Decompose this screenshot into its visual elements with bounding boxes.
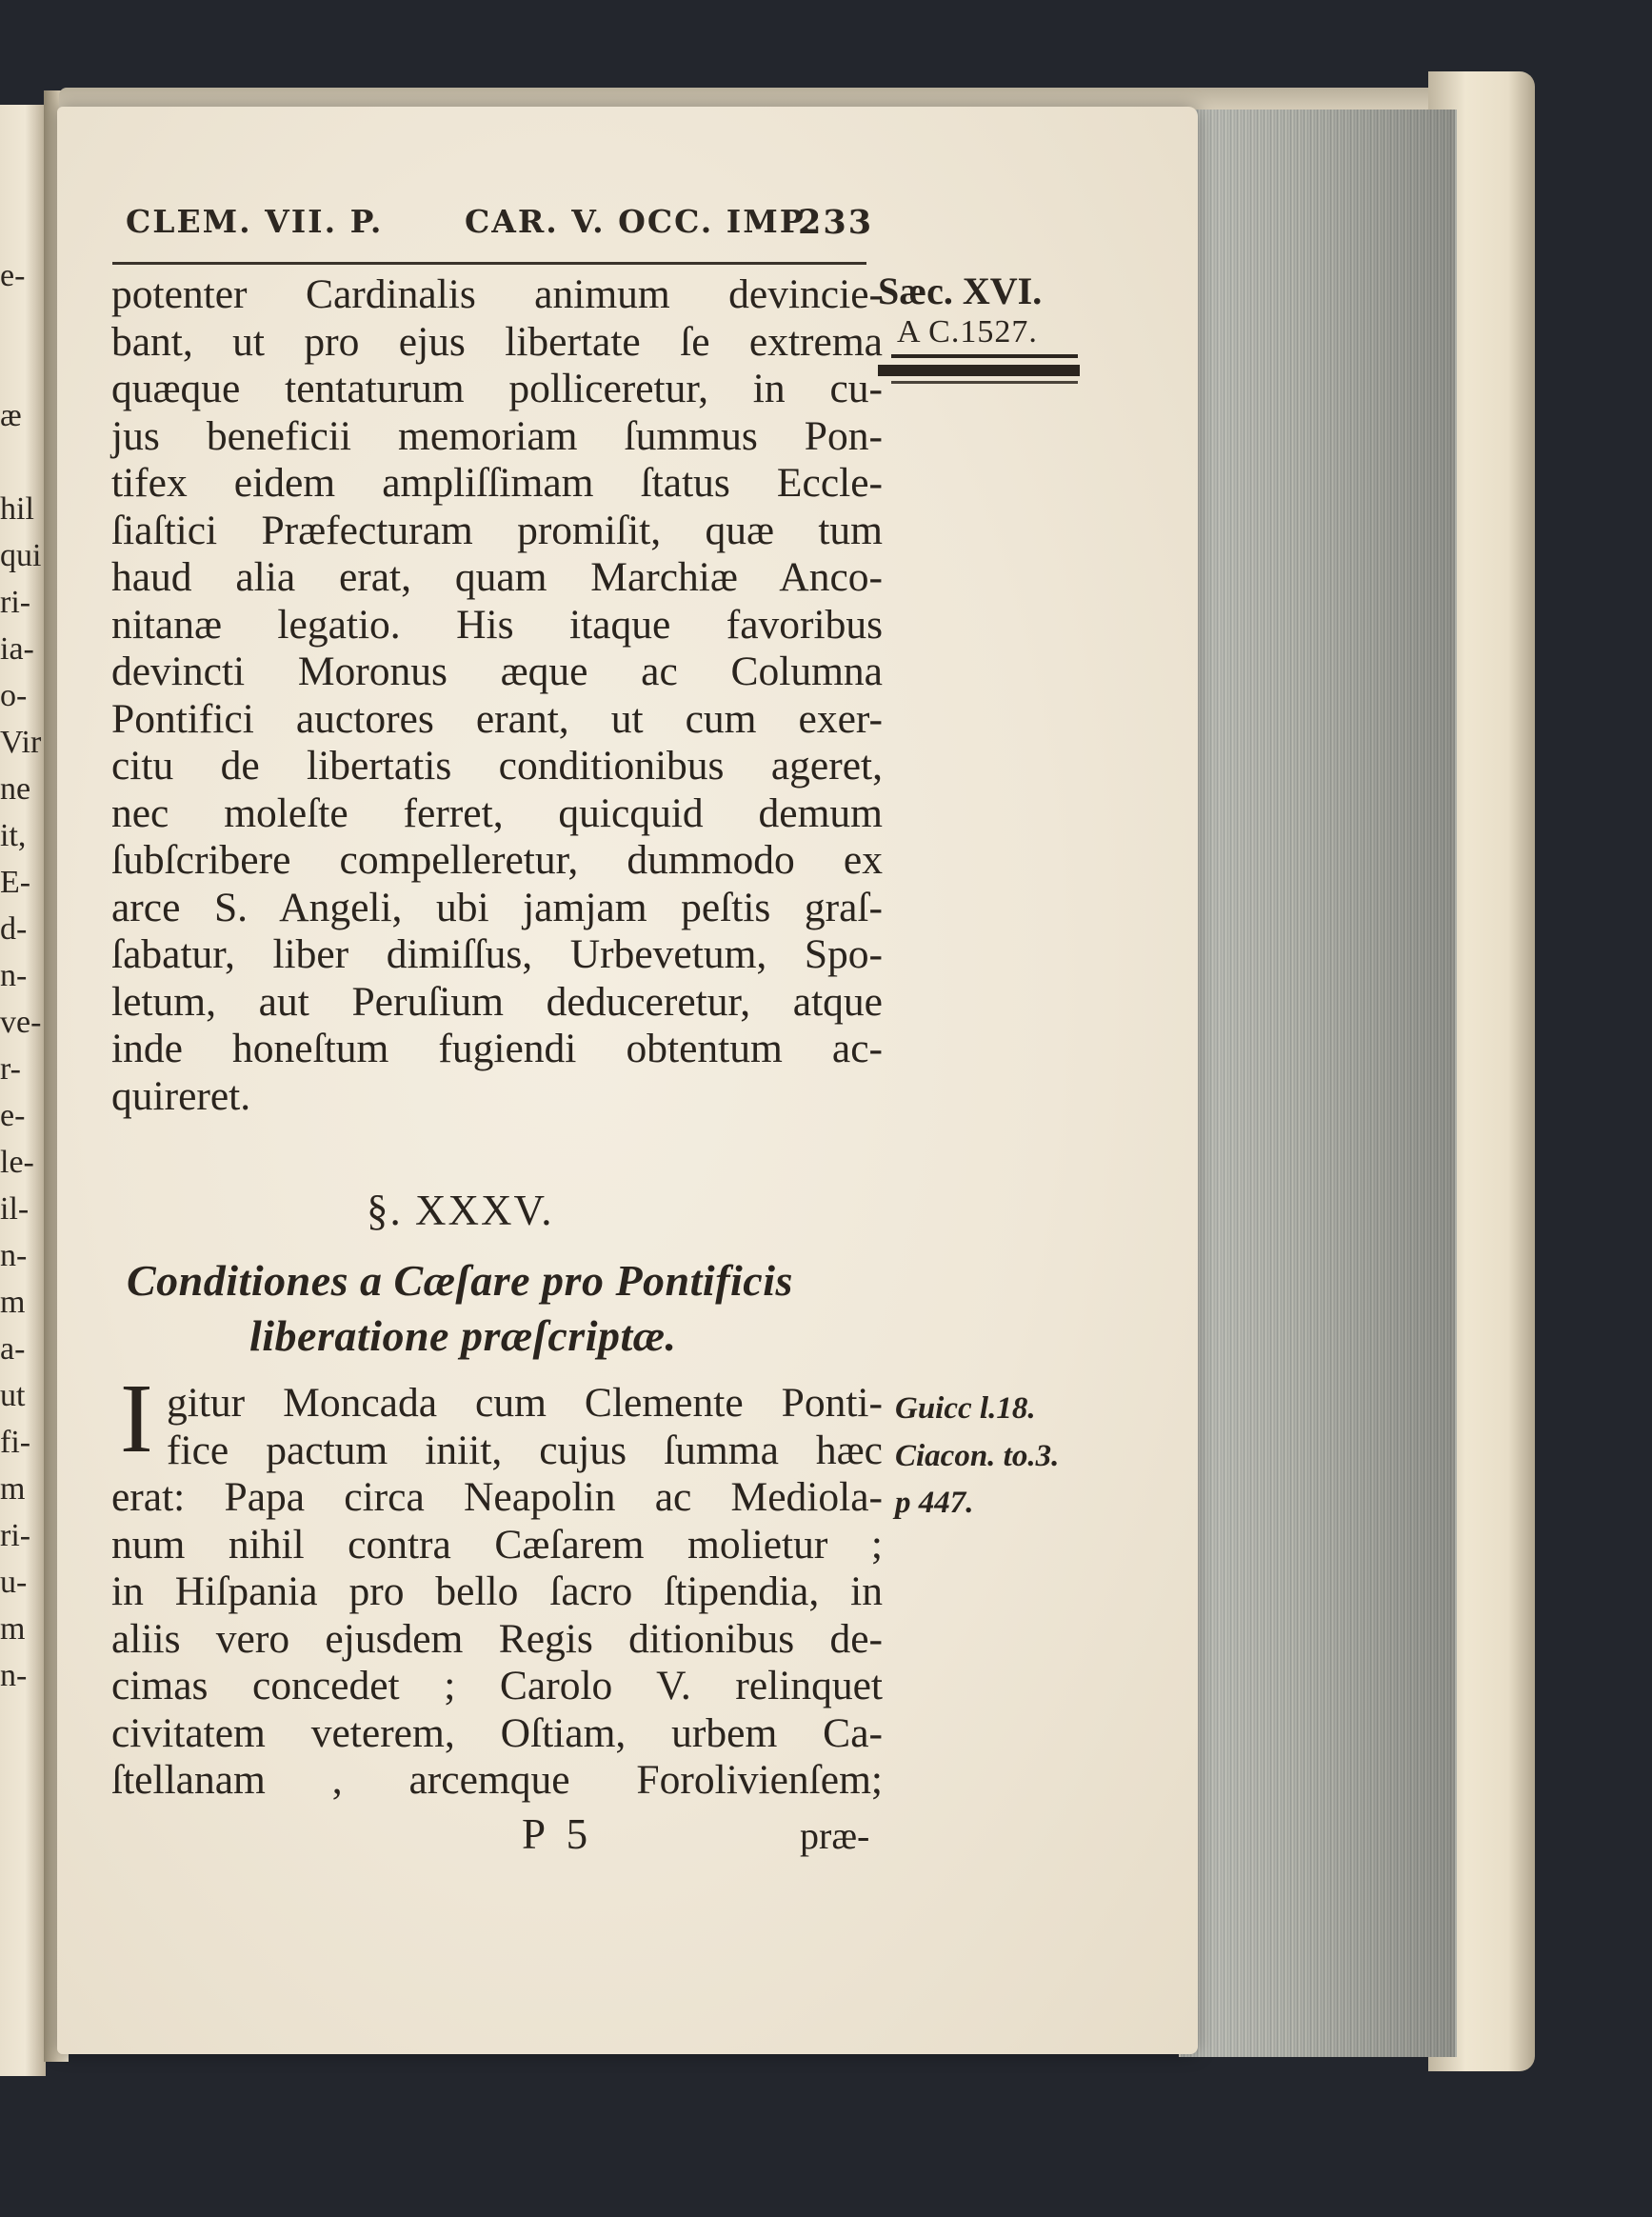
text-line: devincti Moronus æque ac Columna <box>111 649 883 694</box>
margin-year: A C.1527. <box>897 314 1038 350</box>
text-line: aliis vero ejusdem Regis ditionibus de- <box>111 1615 883 1662</box>
section-title-line-2: liberatione præſcriptæ. <box>249 1311 677 1360</box>
previous-page-fragment: r- <box>0 1051 21 1087</box>
text-line: ſtellanam , arcemque Forolivienſem; <box>111 1757 883 1803</box>
previous-page-fragment: a- <box>0 1331 26 1367</box>
previous-page-fragment: ve- <box>0 1005 42 1040</box>
text-line: quæque tentaturum polliceretur, in cu- <box>111 366 883 411</box>
text-line: Pontifici auctores erant, ut cum exer- <box>111 695 883 742</box>
text-line: num nihil contra Cæſarem molietur ; <box>111 1521 883 1568</box>
previous-page-fragment: ia- <box>0 631 34 667</box>
text-line: erat: Papa circa Neapolin ac Mediola- <box>111 1474 883 1520</box>
text-line: fice pactum iniit, cujus ſumma hæc <box>167 1427 883 1473</box>
text-line: ſubſcribere compelleretur, dummodo ex <box>111 837 883 883</box>
previous-page-text-fragments <box>0 252 44 1699</box>
margin-rule-thick <box>878 365 1080 376</box>
drop-capital: I <box>120 1364 153 1473</box>
margin-note: Ciacon. to.3. <box>895 1438 1060 1473</box>
running-head-left: CLEM. VII. P. <box>126 203 384 240</box>
fore-edge-shading <box>1179 110 1455 2057</box>
previous-page-fragment: Vir <box>0 725 42 760</box>
text-line: haud alia erat, quam Marchiæ Anco- <box>111 554 883 600</box>
margin-note: Guicc l.18. <box>895 1391 1036 1426</box>
margin-note: p 447. <box>895 1486 974 1520</box>
previous-page-fragment: u- <box>0 1565 28 1600</box>
text-line: arce S. Angeli, ubi jamjam peſtis graſ- <box>111 884 883 930</box>
running-head-center: CAR. V. OCC. IMP. <box>465 203 813 240</box>
previous-page-fragment <box>0 439 44 486</box>
catchword: præ- <box>800 1814 870 1857</box>
text-line: in Hiſpania pro bello ſacro ſtipendia, in <box>111 1568 883 1614</box>
text-line: quireret. <box>111 1072 251 1119</box>
running-head <box>126 203 887 250</box>
previous-page-fragment: il- <box>0 1191 30 1227</box>
previous-page-fragment: d- <box>0 911 28 947</box>
text-line: nec moleſte ferret, quicquid demum <box>111 789 883 836</box>
previous-page-fragment: m <box>0 1611 26 1647</box>
signature-mark: P 5 <box>522 1810 594 1858</box>
text-line: jus beneficii memoriam ſummus Pon- <box>111 412 883 459</box>
text-line: citu de libertatis conditionibus ageret, <box>111 743 883 789</box>
previous-page-fragment: æ <box>0 398 22 433</box>
previous-page-fragment: o- <box>0 678 28 713</box>
previous-page-fragment: m <box>0 1285 26 1320</box>
text-line: tifex eidem ampliſſimam ſtatus Eccle- <box>111 460 883 506</box>
section-number: §. XXXV. <box>367 1187 554 1234</box>
margin-rule-thin <box>891 354 1078 358</box>
previous-page-fragment: it, <box>0 818 27 853</box>
text-line: letum, aut Peruſium deduceretur, atque <box>111 978 883 1025</box>
paragraph-2 <box>111 1380 883 1805</box>
previous-page-fragment: n- <box>0 1238 28 1273</box>
previous-page-fragment: e- <box>0 258 26 293</box>
margin-rule-bottom <box>891 381 1078 384</box>
text-line: nitanæ legatio. His itaque favoribus <box>111 601 883 648</box>
margin-references <box>895 1386 1059 1528</box>
paragraph-1 <box>111 271 883 1120</box>
previous-page-fragment <box>0 299 44 346</box>
text-line: inde honeſtum fugiendi obtentum ac- <box>111 1026 883 1071</box>
text-line: potenter Cardinalis animum devincie- <box>111 271 883 317</box>
previous-page-fragment: fi- <box>0 1425 31 1460</box>
page-number: 233 <box>798 203 874 242</box>
previous-page-fragment: ri- <box>0 1518 31 1553</box>
section-title-line-1: Conditiones a Cæſare pro Pontificis <box>127 1256 793 1305</box>
previous-page-fragment: m <box>0 1471 26 1507</box>
previous-page-fragment: E- <box>0 865 31 900</box>
previous-page-fragment: ut <box>0 1378 26 1413</box>
margin-century: Sæc. XVI. <box>878 270 1043 312</box>
previous-page-fragment: n- <box>0 1658 28 1693</box>
text-line: civitatem veterem, Oſtiam, urbem Ca- <box>111 1709 883 1756</box>
text-line: ſiaſtici Præfecturam promiſit, quæ tum <box>111 507 883 553</box>
previous-page-fragment: e- <box>0 1098 26 1133</box>
previous-page-fragment: hil <box>0 491 34 527</box>
text-line: bant, ut pro ejus libertate ſe extrema <box>111 318 883 365</box>
header-rule <box>112 262 866 265</box>
text-line: ſabatur, liber dimiſſus, Urbevetum, Spo- <box>111 931 883 977</box>
previous-page-fragment: n- <box>0 958 28 993</box>
previous-page-fragment: ne <box>0 771 31 807</box>
text-line: cimas concedet ; Carolo V. relinquet <box>111 1663 883 1708</box>
text-line: gitur Moncada cum Clemente Ponti- <box>167 1380 883 1426</box>
previous-page-fragment <box>0 346 44 392</box>
previous-page-fragment: ri- <box>0 585 31 620</box>
previous-page-fragment: le- <box>0 1145 34 1180</box>
previous-page-fragment: qui <box>0 538 42 573</box>
